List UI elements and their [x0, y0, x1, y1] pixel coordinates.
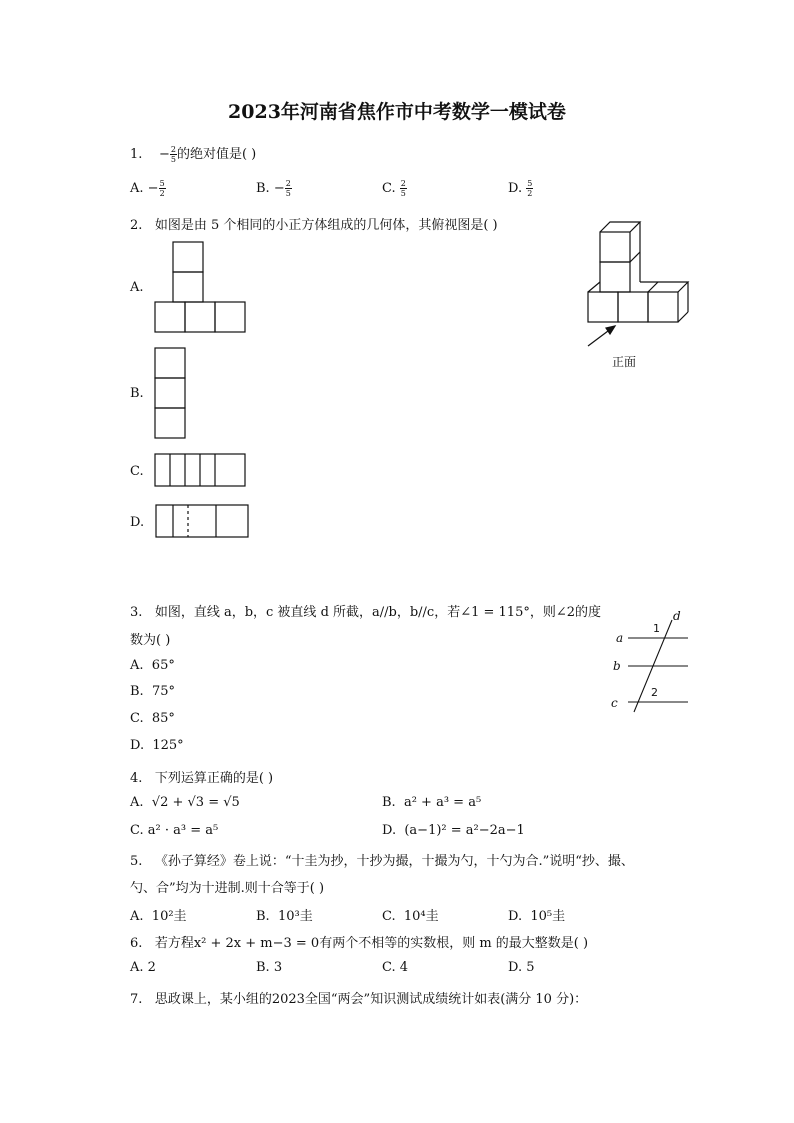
question-5-cont: 勺、合”均为十进制.则十合等于( ) [130, 881, 325, 896]
line-d-label: d [673, 609, 681, 623]
option-a: A. 65° [130, 658, 175, 673]
question-1: 1. − $\frac{2}{5}$ 的绝对值是( ) [130, 145, 257, 164]
cube-stack-figure [584, 222, 694, 352]
option-a: A. 10²圭 [130, 909, 187, 924]
option-b-label: B. [130, 386, 144, 401]
front-label: 正面 [612, 355, 637, 369]
option-a: A. − $\frac{5}{2}$ [130, 179, 165, 198]
line-c-label: c [611, 696, 618, 710]
option-b: B. − $\frac{2}{5}$ [256, 179, 291, 198]
question-4: 4. 下列运算正确的是( ) [130, 771, 274, 786]
parallel-lines-figure [606, 606, 696, 716]
option-c: C. 85° [130, 711, 175, 726]
option-b: B. 75° [130, 684, 175, 699]
option-d: D. 5 [508, 960, 535, 975]
line-b-label: b [613, 659, 621, 673]
fraction: $\frac{2}{5}$ [170, 145, 176, 164]
option-d: D. 125° [130, 738, 184, 753]
option-d: D. 10⁵圭 [508, 909, 566, 924]
option-c: C. a² · a³ = a⁵ [130, 823, 219, 838]
question-5: 5. 《孙子算经》卷上说：“十圭为抄，十抄为撮，十撮为勺，十勺为合.”说明“抄、撮、 [130, 854, 634, 869]
option-b: B. 3 [256, 960, 283, 975]
option-d-figure [155, 505, 251, 539]
question-number: 1. [130, 147, 143, 162]
option-b: B. a² + a³ = a⁵ [382, 795, 482, 810]
option-a: A. √2 + √3 = √5 [130, 795, 240, 810]
option-c: C. 10⁴圭 [382, 909, 439, 924]
angle-2-label: 2 [651, 686, 658, 699]
angle-1-label: 1 [653, 622, 660, 635]
option-c: C. $\frac{2}{5}$ [382, 179, 406, 198]
option-c-figure [155, 454, 247, 488]
option-a-label: A. [130, 280, 144, 295]
question-2: 2. 如图是由 5 个相同的小正方体组成的几何体，其俯视图是( ) [130, 218, 498, 233]
option-d: D. (a−1)² = a²−2a−1 [382, 823, 525, 838]
option-d: D. $\frac{5}{2}$ [508, 179, 533, 198]
option-b-figure [155, 348, 187, 440]
option-d-label: D. [130, 515, 145, 530]
option-c: C. 4 [382, 960, 409, 975]
option-a-figure [155, 242, 247, 334]
line-a-label: a [616, 631, 624, 645]
question-7: 7. 思政课上，某小组的2023全国“两会”知识测试成绩统计如表(满分 10 分)： [130, 992, 588, 1007]
question-6: 6. 若方程x² + 2x + m−3 = 0有两个不相等的实数根，则 m 的最大整数是( ) [130, 936, 589, 951]
question-3: 3. 如图，直线 a，b，c 被直线 d 所截，a//b，b//c，若∠1 = 115°，则∠2的度 [130, 605, 602, 620]
page-title: 2023年河南省焦作市中考数学一模试卷 [228, 101, 566, 123]
question-3-cont: 数为( ) [130, 633, 171, 648]
option-b: B. 10³圭 [256, 909, 313, 924]
option-c-label: C. [130, 464, 144, 479]
option-a: A. 2 [130, 960, 156, 975]
